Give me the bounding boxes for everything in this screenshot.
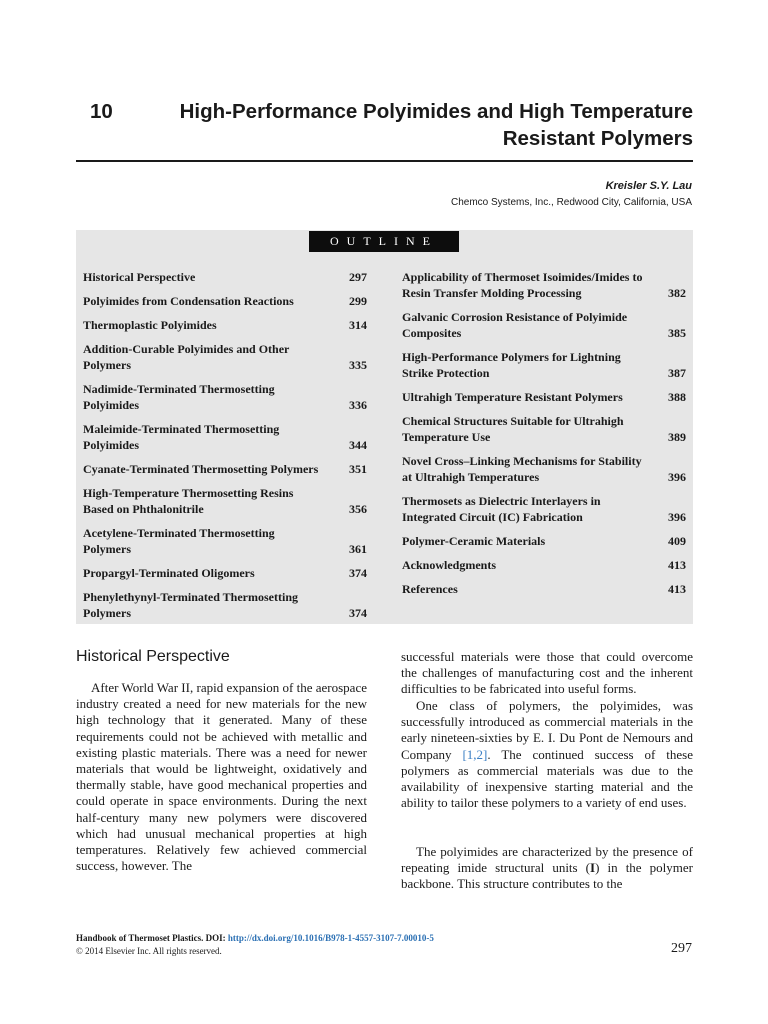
outline-entry-title: High-Performance Polymers for Lightning Strike Protection [402,350,621,380]
outline-entry-title: Phenylethynyl-Terminated Thermosetting Polymers [83,590,298,620]
chapter-title-line2: Resistant Polymers [502,127,693,150]
outline-entry-title: Polymer-Ceramic Materials [402,534,546,548]
outline-entry-page: 361 [349,542,367,556]
outline-entry[interactable] [402,493,686,525]
outline-right-column [402,269,686,605]
paragraph-text: The polyimides are characterized by the presence of repeating imide structural units ( [401,844,693,876]
outline-entry[interactable] [83,421,367,453]
outline-entry-page: 297 [349,270,367,284]
outline-entry-page: 385 [668,326,686,340]
body-paragraph [401,844,693,893]
outline-entry-page: 396 [668,470,686,484]
title-rule [76,160,693,162]
outline-entry-page: 387 [668,366,686,380]
outline-entry-title: Novel Cross–Linking Mechanisms for Stability at Ultrahigh Temperatures [402,454,642,484]
outline-entry-page: 413 [668,558,686,572]
outline-entry-title: Galvanic Corrosion Resistance of Polyimide Composites [402,310,628,340]
outline-entry[interactable] [83,485,367,517]
outline-entry-title: Nadimide-Terminated Thermosetting Polyimides [83,382,275,412]
outline-entry-title: References [402,582,458,596]
outline-entry[interactable] [83,525,367,557]
outline-entry[interactable] [83,589,367,621]
outline-entry-title: Propargyl-Terminated Oligomers [83,566,255,580]
outline-entry[interactable] [83,269,367,285]
outline-entry[interactable] [402,453,686,485]
outline-entry[interactable] [402,581,686,597]
chapter-number: 10 [90,100,113,123]
outline-entry-page: 374 [349,606,367,620]
outline-entry-page: 389 [668,430,686,444]
outline-entry-title: Ultrahigh Temperature Resistant Polymers [402,390,623,404]
outline-entry[interactable] [402,389,686,405]
doi-link[interactable]: http://dx.doi.org/10.1016/B978-1-4557-3107-7.00010-5 [227,933,434,943]
outline-entry[interactable] [83,381,367,413]
author-affiliation: Chemco Systems, Inc., Redwood City, California, USA [450,197,692,208]
footer-handbook: Handbook of Thermoset Plastics. DOI: [76,933,228,943]
outline-entry-page: 299 [349,294,367,308]
outline-entry-page: 409 [668,534,686,548]
footer-copyright: © 2014 Elsevier Inc. All rights reserved. [76,946,222,956]
outline-entry-page: 382 [668,286,686,300]
outline-entry-title: Maleimide-Terminated Thermosetting Polyimides [83,422,280,452]
outline-entry[interactable] [83,341,367,373]
outline-entry-page: 413 [668,582,686,596]
outline-entry-title: Historical Perspective [83,270,196,284]
outline-entry-title: Polyimides from Condensation Reactions [83,294,294,308]
section-heading: Historical Perspective [76,648,230,665]
outline-entry[interactable] [402,557,686,573]
body-paragraph: successful materials were those that could overcome the challenges of manufacturing cost and the inherent difficulties to be fabricated into useful forms. [401,649,693,697]
citation-link[interactable]: [1,2] [462,746,488,762]
outline-entry-page: 388 [668,390,686,404]
page-number: 297 [671,941,692,956]
outline-entry[interactable] [402,309,686,341]
outline-entry-page: 356 [349,502,367,516]
outline-entry-title: Applicability of Thermoset Isoimides/Imides to Resin Transfer Molding Processing [402,270,643,300]
structure-label: I [590,860,596,876]
outline-entry-page: 344 [349,438,367,452]
outline-entry[interactable] [402,269,686,301]
body-paragraph: After World War II, rapid expansion of the aerospace industry created a need for new materials for the new high technology that it generated. Many of these requirements could not be achieved with metallic and existing plastic materials. There was a need for newer materials that would be lightweight, oxidatively and thermally stable, have good mechanical properties and could operate in space environments. During the next half-century many new polymers were discovered which had unusual mechanical properties at high temperatures. Relatively few achieved commercial success, however. The [76,680,367,874]
outline-label: OUTLINE [309,231,459,252]
outline-entry-title: Thermosets as Dielectric Interlayers in Integrated Circuit (IC) Fabrication [402,494,601,524]
outline-entry-page: 336 [349,398,367,412]
outline-entry[interactable] [83,565,367,581]
outline-entry[interactable] [83,317,367,333]
chapter-title-line1: High-Performance Polyimides and High Temperature [179,100,693,123]
outline-entry-title: Acetylene-Terminated Thermosetting Polymers [83,526,275,556]
footer-citation [76,933,434,943]
outline-entry-title: Acknowledgments [402,558,497,572]
paragraph-text: . The continued success of these polymers as commercial materials was due to the availability of inexpensive starting material and the ability to tailor these polymers to a variety of end uses. [401,746,693,811]
paragraph-text: ) in the polymer backbone. This structure contributes to the [401,860,693,892]
outline-entry[interactable] [402,349,686,381]
outline-entry-title: Chemical Structures Suitable for Ultrahigh Temperature Use [402,414,624,444]
outline-entry-title: High-Temperature Thermosetting Resins Based on Phthalonitrile [83,486,294,516]
outline-entry-page: 374 [349,566,367,580]
outline-entry-title: Thermoplastic Polyimides [83,318,217,332]
outline-entry[interactable] [83,461,367,477]
outline-entry-page: 314 [349,318,367,332]
outline-entry-page: 351 [349,462,367,476]
outline-entry[interactable] [402,533,686,549]
body-paragraph [401,698,693,811]
outline-entry[interactable] [402,413,686,445]
paragraph-text: One class of polymers, the polyimides, was successfully introduced as commercial materials in the early nineteen-sixties by E. I. Du Pont de Nemours and Company [401,698,693,762]
outline-entry-title: Cyanate-Terminated Thermosetting Polymers [83,462,319,476]
outline-entry-title: Addition-Curable Polyimides and Other Polymers [83,342,290,372]
outline-left-column [83,269,367,629]
outline-entry-page: 335 [349,358,367,372]
outline-entry[interactable] [83,293,367,309]
outline-entry-page: 396 [668,510,686,524]
author-name: Kreisler S.Y. Lau [605,180,692,192]
